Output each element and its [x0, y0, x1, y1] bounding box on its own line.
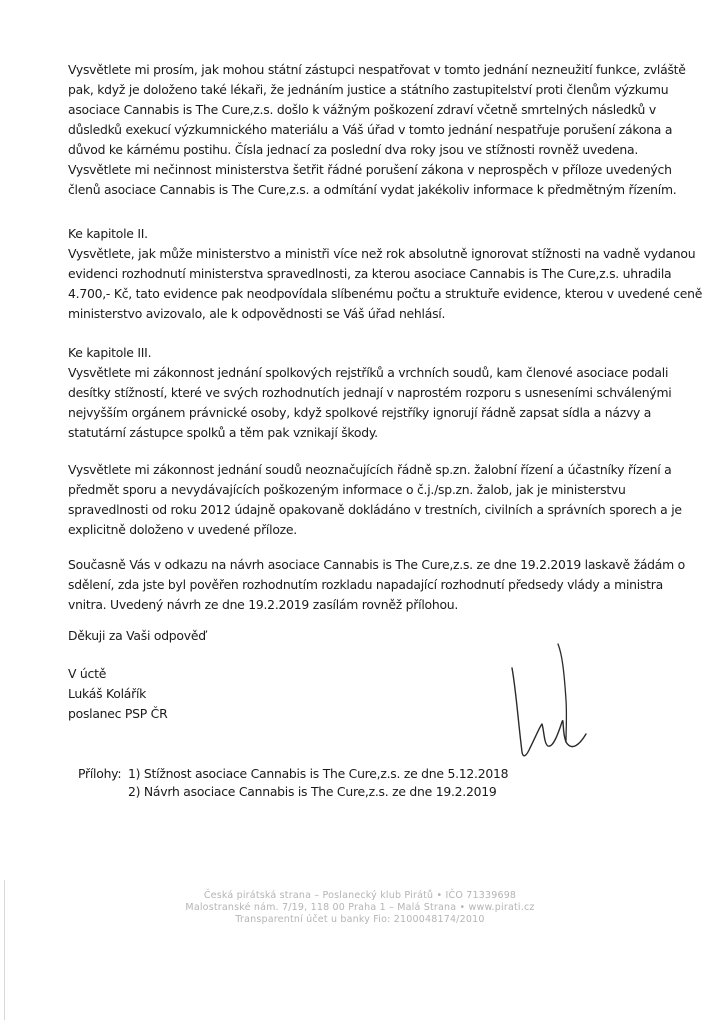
attachments-label: Přílohy:	[78, 766, 122, 781]
text-line: explicitně doloženo v uvedené příloze.	[68, 522, 297, 537]
text-line: nejvyšším orgánem právnické osoby, když spolkové rejstříky ignorují řádně zapsat sídla a názvy a	[68, 405, 652, 420]
paragraph-courts	[68, 460, 682, 540]
chapter-2-section	[68, 224, 703, 324]
chapter-3-section	[68, 343, 672, 443]
thanks-text: Děkuji za Vaši odpověď	[68, 628, 206, 643]
footer-line: Malostranské nám. 7/19, 118 00 Praha 1 – Malá Strana • www.pirati.cz	[185, 902, 535, 913]
text-line: evidenci rozhodnutí ministerstva spravedlnosti, za kterou asociace Cannabis is The Cure,z.s. uhradila	[68, 266, 672, 281]
text-line: důsledků exekucí výzkumnického materiálu a Váš úřad v tomto jednání nespatřuje porušení zákona a	[68, 122, 673, 137]
text-line: asociace Cannabis is The Cure,z.s. došlo k vážným poškození zdraví včetně smrtelných následků v	[68, 102, 656, 117]
text-line: Vysvětlete, jak může ministerstvo a ministři více než rok absolutně ignorovat stížnosti na vadně vydanou	[68, 246, 696, 261]
signer-name: Lukáš Kolářík	[68, 686, 147, 701]
text-line: sdělení, zda jste byl pověřen rozhodnutím rozkladu napadající rozhodnutí předsedy vlády a ministra	[68, 577, 663, 592]
text-line: Vysvětlete mi nečinnost ministerstva šetřit řádné porušení zákona v neprospěch v příloze uvedených	[68, 162, 672, 177]
paragraph-request	[68, 555, 685, 615]
text-line: desítky stížností, které ve svých rozhodnutích jednají v naprostém rozporu s usneseními schválenými	[68, 385, 672, 400]
handwritten-signature	[500, 640, 590, 770]
salutation: V úctě	[68, 666, 107, 681]
letterhead-footer	[150, 890, 570, 926]
chapter-3-heading: Ke kapitole III.	[68, 345, 152, 360]
footer-line: Česká pirátská strana – Poslanecký klub Pirátů • IČO 71339698	[203, 890, 517, 901]
text-line: pak, když je doloženo také lékaři, že jednáním justice a státního zastupitelství proti členům výzkumu	[68, 82, 669, 97]
text-line: důvod ke kárnému postihu. Čísla jednací za poslední dva roky jsou ve stížnosti rovněž uvedena.	[68, 142, 639, 157]
text-line: Vysvětlete mi zákonnost jednání spolkových rejstříků a vrchních soudů, kam členové asociace podali	[68, 365, 669, 380]
attachment-item: 1) Stížnost asociace Cannabis is The Cure,z.s. ze dne 5.12.2018	[128, 766, 509, 781]
footer-line: Transparentní účet u banky Fio: 2100048174/2010	[235, 914, 485, 925]
text-line: členů asociace Cannabis is The Cure,z.s. a odmítání vydat jakékoliv informace k předmětným řízením.	[68, 182, 677, 197]
text-line: Vysvětlete mi prosím, jak mohou státní zástupci nespatřovat v tomto jednání nezneužití funkce, zvláště	[68, 62, 686, 77]
text-line: Vysvětlete mi zákonnost jednání soudů neoznačujících řádně sp.zn. žalobní řízení a účastníky řízení a	[68, 462, 672, 477]
text-line: ministerstvo avizovalo, ale k odpovědnosti se Váš úřad nehlásí.	[68, 306, 446, 321]
text-line: spravedlnosti od roku 2012 údajně opakovaně dokládáno v trestních, civilních a správních sporech a je	[68, 502, 682, 517]
text-line: statutární zástupce spolků a těm pak vznikají škody.	[68, 425, 378, 440]
text-line: 4.700,- Kč, tato evidence pak neodpovídala slíbenému počtu a struktuře evidence, kterou v uvedené ceně	[68, 286, 703, 301]
chapter-2-heading: Ke kapitole II.	[68, 226, 148, 241]
signer-title: poslanec PSP ČR	[68, 706, 168, 721]
text-line: Současně Vás v odkazu na návrh asociace Cannabis is The Cure,z.s. ze dne 19.2.2019 laskavě žádám o	[68, 557, 685, 572]
attachment-item: 2) Návrh asociace Cannabis is The Cure,z.s. ze dne 19.2.2019	[128, 784, 497, 799]
scan-edge-divider	[4, 880, 5, 1020]
text-line: předmět sporu a nevydávajících poškozeným informace o č.j./sp.zn. žalob, jak je ministerstvu	[68, 482, 626, 497]
text-line: vnitra. Uvedený návrh ze dne 19.2.2019 zasílám rovněž přílohou.	[68, 597, 459, 612]
paragraph-prosecutors	[68, 60, 686, 200]
